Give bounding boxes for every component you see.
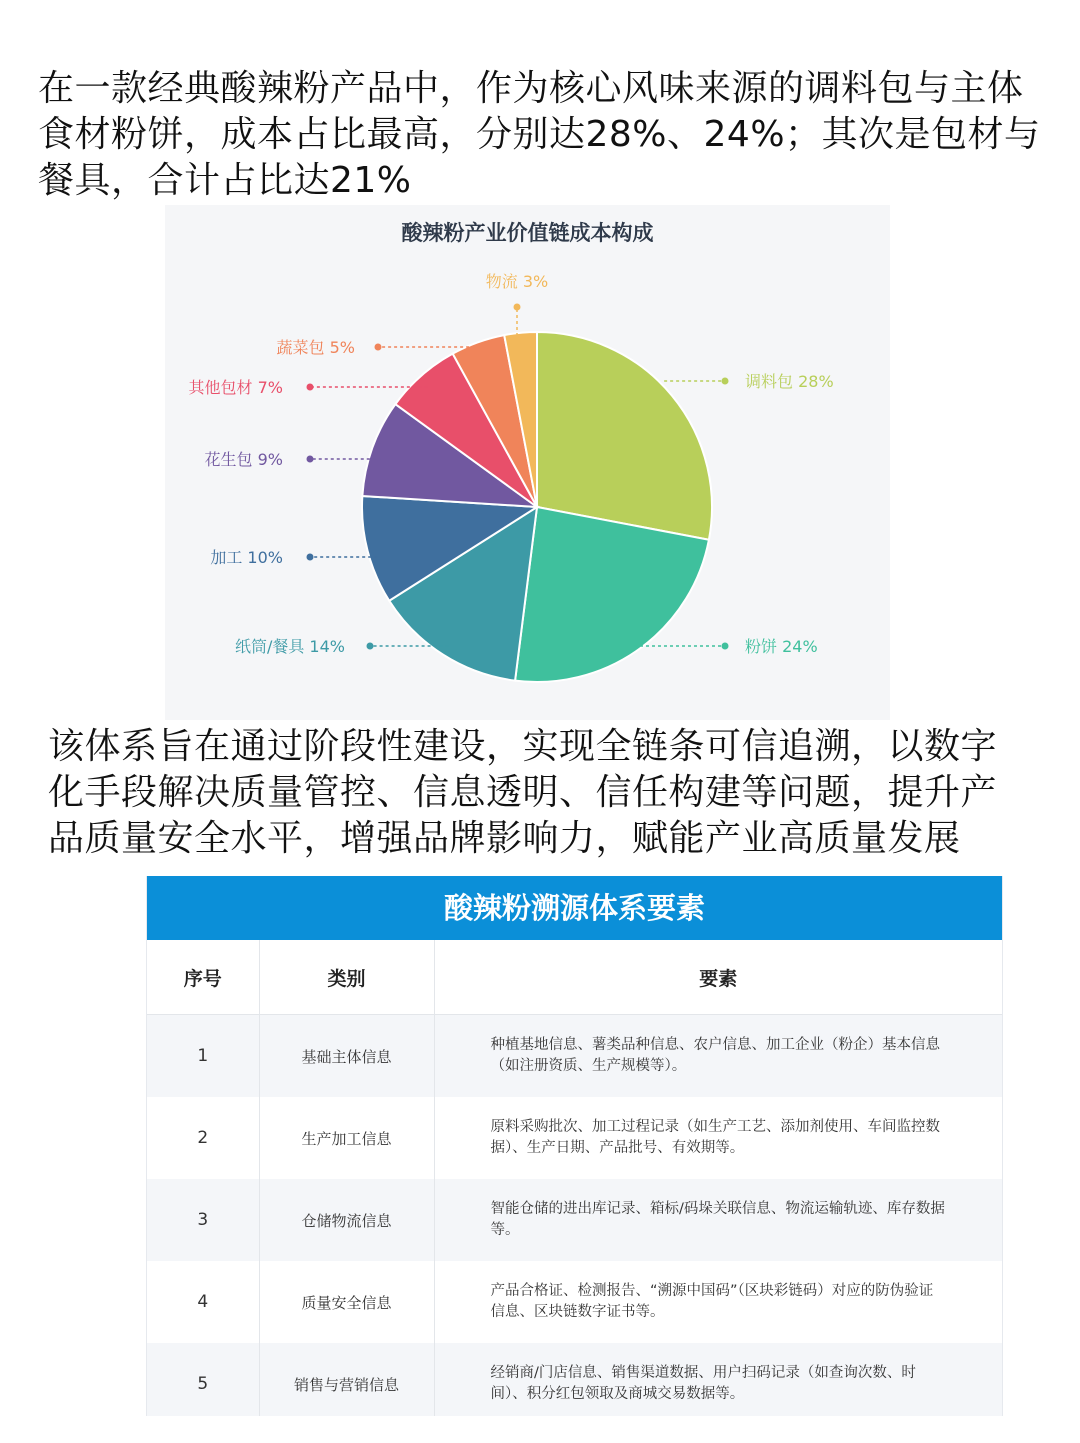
- slice-label: 物流 3%: [485, 272, 549, 291]
- table-header-row: [147, 940, 1002, 1015]
- table-row: [147, 1179, 1002, 1261]
- row-category: 销售与营销信息: [259, 1343, 434, 1416]
- slice-label: 蔬菜包 5%: [276, 338, 355, 357]
- row-number: 1: [147, 1015, 259, 1098]
- table-row: [147, 1015, 1002, 1098]
- table-row: [147, 1097, 1002, 1179]
- leader-dot: [307, 554, 314, 561]
- pie-chart-panel: [165, 205, 890, 720]
- body-paragraph: 该体系旨在通过阶段性建设，实现全链条可信追溯，以数字化手段解决质量管控、信息透明、信任构建等问题，提升产品质量安全水平，增强品牌影响力，赋能产业高质量发展: [48, 726, 998, 859]
- pie-slice: [537, 332, 712, 540]
- leader-dot: [367, 643, 374, 650]
- leader-dot: [375, 344, 382, 351]
- slice-label: 花生包 9%: [204, 450, 283, 469]
- row-elements: 智能仓储的进出库记录、箱标/码垛关联信息、物流运输轨迹、库存数据等。: [434, 1179, 1002, 1261]
- slice-label: 调料包 28%: [745, 372, 834, 391]
- row-number: 4: [147, 1261, 259, 1343]
- row-category: 生产加工信息: [259, 1097, 434, 1179]
- pie-chart: [165, 205, 890, 720]
- leader-dot: [307, 384, 314, 391]
- row-category: 仓储物流信息: [259, 1179, 434, 1261]
- col-header-no: 序号: [147, 940, 259, 1015]
- leader-dot: [307, 456, 314, 463]
- row-number: 5: [147, 1343, 259, 1416]
- table-title: 酸辣粉溯源体系要素: [147, 876, 1002, 940]
- row-elements: 种植基地信息、薯类品种信息、农户信息、加工企业（粉企）基本信息（如注册资质、生产规模等）。: [434, 1015, 1002, 1098]
- pie-slice: [515, 507, 709, 682]
- leader-dot: [514, 304, 521, 311]
- slice-label: 粉饼 24%: [745, 637, 818, 656]
- slice-label: 其他包材 7%: [188, 378, 283, 397]
- row-number: 2: [147, 1097, 259, 1179]
- elements-table: [147, 940, 1002, 1416]
- row-elements: 经销商/门店信息、销售渠道数据、用户扫码记录（如查询次数、时间）、积分红包领取及商城交易数据等。: [434, 1343, 1002, 1416]
- table-row: [147, 1343, 1002, 1416]
- traceability-table: [146, 876, 1003, 1416]
- intro-paragraph: 在一款经典酸辣粉产品中，作为核心风味来源的调料包与主体食材粉饼，成本占比最高，分别达28%、24%；其次是包材与餐具，合计占比达21%: [38, 68, 1041, 201]
- leader-dot: [722, 378, 729, 385]
- table-row: [147, 1261, 1002, 1343]
- slice-label: 加工 10%: [210, 548, 283, 567]
- chart-title: 酸辣粉产业价值链成本构成: [401, 221, 654, 245]
- row-category: 质量安全信息: [259, 1261, 434, 1343]
- row-elements: 产品合格证、检测报告、“溯源中国码”（区块彩链码）对应的防伪验证信息、区块链数字证书等。: [434, 1261, 1002, 1343]
- leader-dot: [722, 643, 729, 650]
- col-header-category: 类别: [259, 940, 434, 1015]
- col-header-elements: 要素: [434, 940, 1002, 1015]
- row-number: 3: [147, 1179, 259, 1261]
- row-category: 基础主体信息: [259, 1015, 434, 1098]
- slice-label: 纸筒/餐具 14%: [234, 637, 345, 656]
- row-elements: 原料采购批次、加工过程记录（如生产工艺、添加剂使用、车间监控数据）、生产日期、产品批号、有效期等。: [434, 1097, 1002, 1179]
